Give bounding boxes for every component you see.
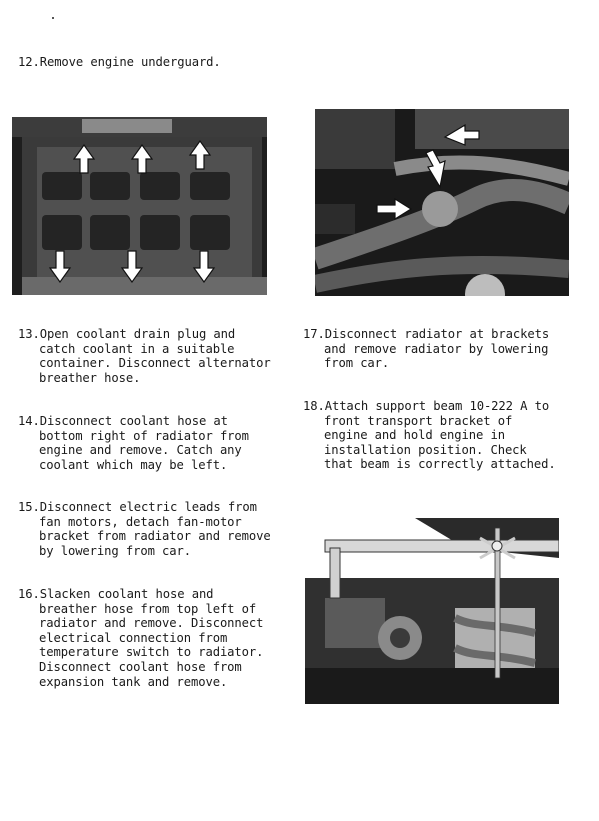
step-16-line: breather hose from top left of (39, 601, 257, 616)
step-13-line: container. Disconnect alternator (39, 356, 271, 371)
scan-speck (52, 17, 54, 19)
step-12-line: 12.Remove engine underguard. (18, 55, 221, 69)
step-13 (18, 327, 271, 385)
step-17-line: from car. (324, 356, 390, 371)
step-17-line: and remove radiator by lowering (324, 341, 549, 356)
photo-engine-underguard (12, 117, 267, 295)
step-13-line: 13.Open coolant drain plug and (18, 327, 236, 341)
step-18-line: that beam is correctly attached. (324, 457, 556, 472)
step-13-line: breather hose. (39, 370, 141, 385)
step-15 (18, 500, 271, 558)
step-13-line: catch coolant in a suitable (39, 341, 235, 356)
step-15-line: 15.Disconnect electric leads from (18, 500, 257, 514)
step-18-line: installation position. Check (324, 442, 527, 457)
step-17-line: 17.Disconnect radiator at brackets (303, 327, 550, 341)
step-16-line: Disconnect coolant hose from (39, 659, 242, 674)
step-16-line: radiator and remove. Disconnect (39, 616, 264, 631)
step-16-line: expansion tank and remove. (39, 674, 228, 689)
step-14-line: 14.Disconnect coolant hose at (18, 414, 228, 428)
step-18-line: engine and hold engine in (324, 428, 505, 443)
step-14 (18, 414, 249, 472)
step-12 (18, 55, 221, 70)
step-17 (303, 327, 549, 371)
step-14-line: coolant which may be left. (39, 457, 228, 472)
photo-radiator-hoses (315, 109, 569, 296)
step-16-line: electrical connection from (39, 630, 228, 645)
step-14-line: engine and remove. Catch any (39, 443, 242, 458)
step-15-line: bracket from radiator and remove (39, 529, 271, 544)
step-15-line: fan motors, detach fan-motor (39, 514, 242, 529)
step-14-line: bottom right of radiator from (39, 428, 249, 443)
step-16-line: 16.Slacken coolant hose and (18, 587, 214, 601)
photo-support-beam (305, 518, 559, 704)
step-18-line: front transport bracket of (324, 413, 513, 428)
step-16-line: temperature switch to radiator. (39, 645, 264, 660)
step-18-line: 18.Attach support beam 10-222 A to (303, 399, 550, 413)
step-15-line: by lowering from car. (39, 543, 191, 558)
step-18 (303, 399, 556, 472)
step-16 (18, 587, 263, 689)
